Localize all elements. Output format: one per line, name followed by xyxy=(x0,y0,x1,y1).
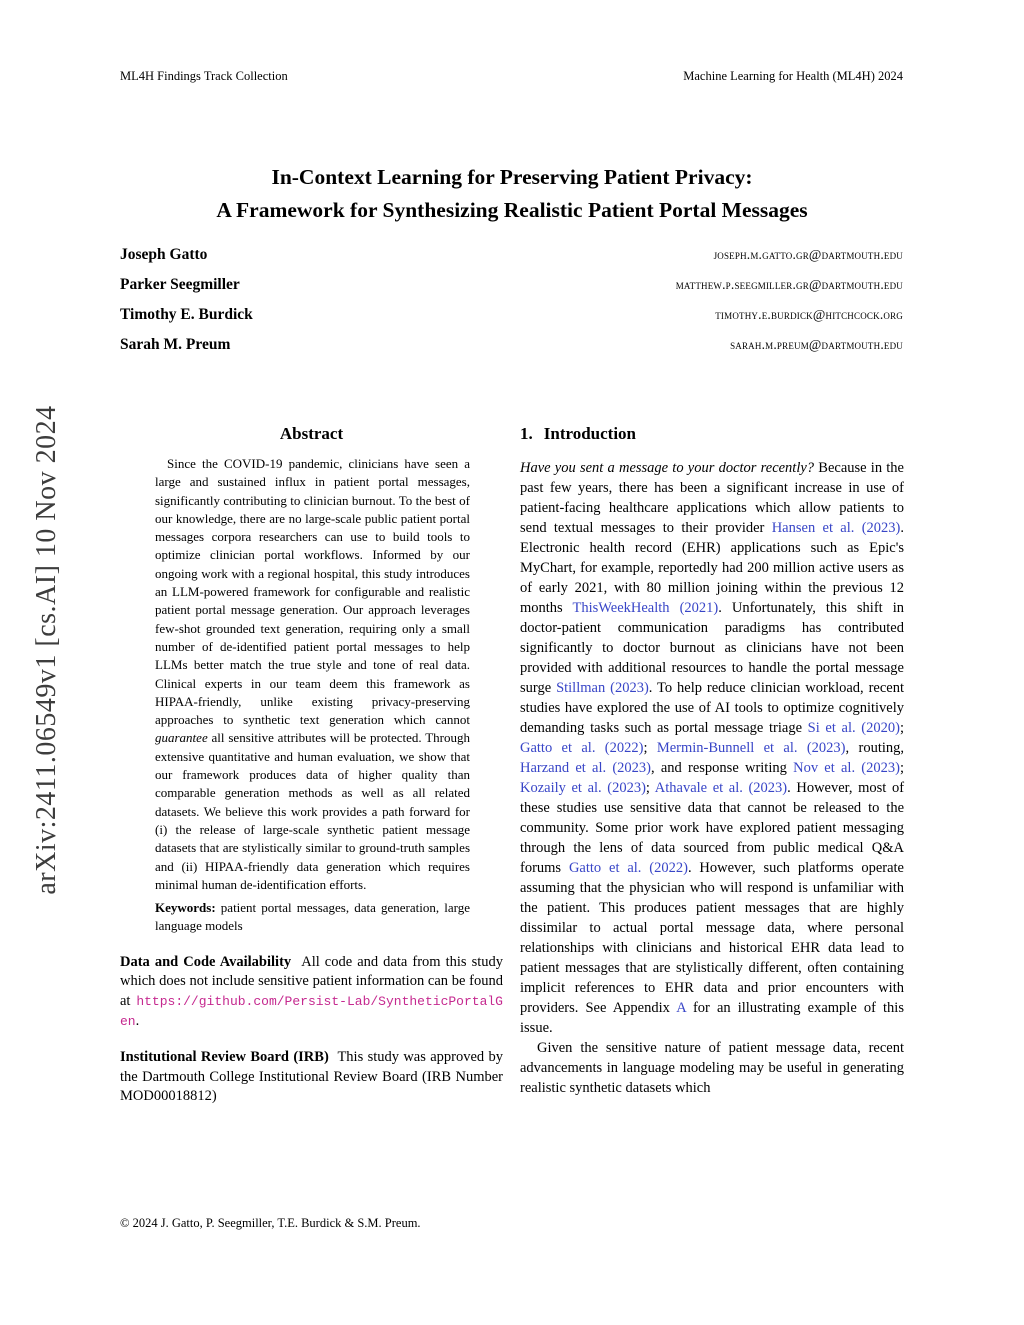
author-block xyxy=(120,246,903,366)
author-name: Timothy E. Burdick xyxy=(120,306,253,323)
text-segment: , routing, xyxy=(845,740,905,756)
citation-link[interactable]: Kozaily et al. (2023) xyxy=(520,780,646,796)
section-number: 1. xyxy=(520,424,533,443)
right-column xyxy=(520,424,904,1098)
author-name: Parker Seegmiller xyxy=(120,276,240,293)
introduction-paragraph-1 xyxy=(520,458,904,1038)
introduction-paragraph-2 xyxy=(520,1038,904,1098)
running-header xyxy=(120,69,903,84)
author-email: timothy.e.burdick@hitchcock.org xyxy=(715,307,903,322)
introduction-heading xyxy=(520,424,904,444)
abstract-heading: Abstract xyxy=(279,424,344,443)
author-row xyxy=(120,306,903,336)
text-segment: for an illustrating example of this issue. xyxy=(520,1000,904,1036)
data-availability-paragraph xyxy=(120,953,503,1031)
author-row xyxy=(120,276,903,306)
citation-link[interactable]: Mermin-Bunnell et al. (2023) xyxy=(656,740,846,756)
text-segment: Keywords: xyxy=(155,900,221,916)
text-segment: patient portal messages, data generation, large language models xyxy=(155,900,470,934)
left-column xyxy=(120,424,503,1107)
text-segment: This study was approved by the Dartmouth College Institutional Review Board (IRB Number MOD00018812) xyxy=(120,1049,504,1105)
text-segment: . xyxy=(135,1012,140,1029)
text-segment: guarantee xyxy=(155,730,208,746)
text-segment: all sensitive attributes will be protected. Through extensive quantitative and human evaluation, we show that our framework produces data of higher quality than comparable generation methods as well as all related datasets. We believe this work provides a path forward for (i) the release of large-scale synthetic patient message datasets that are stylistically similar to ground-truth samples and (ii) HIPAA-friendly data generation which requires minimal human de-identification efforts. xyxy=(155,730,470,892)
github-url-link[interactable]: https://github.com/Persist-Lab/SyntheticPortalGen xyxy=(120,993,503,1029)
citation-link[interactable]: Harzand et al. (2023) xyxy=(520,760,651,776)
text-segment: . Unfortunately, this shift in doctor-patient communication paradigms has contributed significantly to doctor burnout as clinicians have not been provided with additional resources to handle the portal message surge xyxy=(520,600,904,696)
citation-link[interactable]: Gatto et al. (2022) xyxy=(568,860,688,876)
text-segment: All code and data from this study which does not include sensitive patient information can be found at xyxy=(120,953,504,1009)
text-segment: Have you sent a message to your doctor recently? xyxy=(520,460,815,476)
author-row xyxy=(120,246,903,276)
author-email: matthew.p.seegmiller.gr@dartmouth.edu xyxy=(675,277,903,292)
author-email: joseph.m.gatto.gr@dartmouth.edu xyxy=(713,247,903,262)
irb-heading: Institutional Review Board (IRB) xyxy=(120,1049,338,1066)
title-line-2: A Framework for Synthesizing Realistic Patient Portal Messages xyxy=(216,198,808,222)
text-segment: . Electronic health record (EHR) applications such as Epic's MyChart, for example, reportedly had 200 million active users as of early 2021, with 80 million joining within the previous 12 months xyxy=(520,520,904,616)
keywords-line xyxy=(120,899,503,936)
availability-heading: Data and Code Availability xyxy=(120,953,302,970)
text-segment: ; xyxy=(645,780,655,796)
section-title: Introduction xyxy=(543,424,637,443)
author-email: sarah.m.preum@dartmouth.edu xyxy=(730,337,903,352)
arxiv-watermark: arXiv:2411.06549v1 [cs.AI] 10 Nov 2024 xyxy=(31,405,62,895)
text-segment: Given the sensitive nature of patient message data, recent advancements in language modeling may be useful in generating realistic synthetic datasets which xyxy=(520,1040,904,1096)
text-segment: . To help reduce clinician workload, recent studies have explored the use of AI tools to optimize cognitively demanding tasks such as portal message triage xyxy=(520,680,904,736)
citation-link[interactable]: Nov et al. (2023) xyxy=(793,760,900,776)
citation-link[interactable]: Athavale et al. (2023) xyxy=(654,780,788,796)
copyright-line: © 2024 J. Gatto, P. Seegmiller, T.E. Burdick & S.M. Preum. xyxy=(120,1216,421,1230)
text-segment: Because in the past few years, there has been a significant increase in use of patient-facing healthcare applications which allow patients to send textual messages to their provider xyxy=(520,460,904,536)
paper-title xyxy=(62,161,962,227)
author-row xyxy=(120,336,903,366)
citation-link[interactable]: Stillman (2023) xyxy=(556,680,649,696)
citation-link[interactable]: Hansen et al. (2023) xyxy=(771,520,901,536)
text-segment: Since the COVID-19 pandemic, clinicians have seen a large and sustained influx in patient portal messages, significantly contributing to clinician burnout. To the best of our knowledge, there are no large-scale public patient portal messages corpora researchers can use to build tools to optimize clinician portal workflows. Informed by our ongoing work with a regional hospital, this study introduces an LLM-powered framework for configurable and realistic patient portal message generation. Our approach leverages few-shot grounded text generation, requiring only a small number of de-identified patient portal messages to help LLMs better match the true style and tone of real data. Clinical experts in our team deem this framework as HIPAA-friendly, unlike existing privacy-preserving approaches to synthetic text generation which cannot xyxy=(155,456,470,728)
title-line-1: In-Context Learning for Preserving Patient Privacy: xyxy=(271,165,753,189)
citation-link[interactable]: Si et al. (2020) xyxy=(807,720,900,736)
text-segment: ; xyxy=(643,740,657,756)
appendix-a-link[interactable]: A xyxy=(676,1000,686,1016)
citation-link[interactable]: ThisWeekHealth (2021) xyxy=(572,600,719,616)
abstract-text xyxy=(120,455,503,894)
header-left-text: ML4H Findings Track Collection xyxy=(120,69,288,83)
irb-paragraph xyxy=(120,1048,503,1107)
citation-link[interactable]: Gatto et al. (2022) xyxy=(520,740,644,756)
header-right-text: Machine Learning for Health (ML4H) 2024 xyxy=(683,69,903,83)
author-name: Joseph Gatto xyxy=(120,246,208,263)
text-segment: . However, most of these studies use sensitive data that cannot be released to the community. Some prior work have explored patient messaging through the lens of data sourced from public medical Q&A forums xyxy=(520,780,905,876)
text-segment: ; xyxy=(899,720,904,736)
text-segment: . However, such platforms operate assuming that the physician who will respond is unfamiliar with the patient. This produces patient messages that are highly dissimilar to actual portal message data, where personal relationships with clinicians and historical EHR data lead to patient messages that are stylistically different, often containing implicit references to EHR data and prior encounters with providers. See Appendix xyxy=(520,860,904,1016)
author-name: Sarah M. Preum xyxy=(120,336,231,353)
text-segment: , and response writing xyxy=(651,760,794,776)
text-segment: ; xyxy=(899,760,904,776)
